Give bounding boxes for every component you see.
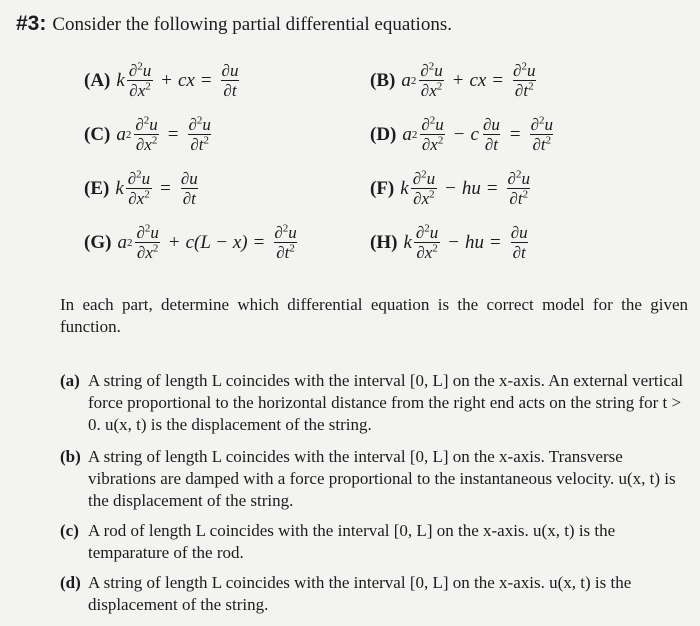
- part-label: (d): [60, 573, 81, 592]
- damping-coefficient: c: [470, 123, 479, 145]
- part-label: (b): [60, 447, 81, 466]
- equation-label: (H): [370, 231, 398, 253]
- part-c: [60, 520, 688, 564]
- equation-label: (A): [84, 69, 111, 91]
- second-derivative-x: $\frac{\partial^2u}{\partial x^2}$: [420, 60, 443, 100]
- second-derivative-x: $\frac{\partial^2u}{\partial x^2}$: [412, 168, 436, 208]
- equation-label: (G): [84, 231, 112, 253]
- second-derivative-t: $\frac{\partial^2u}{\partial t^2}$: [188, 114, 211, 154]
- equation-g: (G) a 2 $\frac{\partial^2u}{\partial x^2}$ + c(L − x) = $\frac{\partial^2u}{\partial t^2}$: [84, 222, 297, 262]
- forcing-term: c(L − x): [185, 231, 248, 253]
- coefficient: k: [116, 69, 125, 91]
- second-derivative-x: $\frac{\partial^2u}{\partial x^2}$: [421, 114, 444, 154]
- problem-number: #3:: [16, 12, 47, 35]
- equation-label: (C): [84, 123, 111, 145]
- first-derivative-t: $\frac{\partial u}{\partial t}$: [510, 223, 528, 262]
- linear-term: hu: [465, 231, 484, 253]
- second-derivative-x: $\frac{\partial^2u}{\partial x^2}$: [127, 168, 151, 208]
- operator: +: [161, 69, 172, 91]
- coefficient: k: [115, 177, 124, 199]
- part-a: [60, 370, 688, 436]
- part-text: A rod of length L coincides with the interval [0, L] on the x-axis. u(x, t) is the temparature of the rod.: [88, 521, 616, 562]
- coefficient: a: [117, 231, 127, 253]
- operator: =: [486, 177, 498, 199]
- coefficient: a: [402, 123, 412, 145]
- operator: −: [453, 123, 465, 145]
- part-d: [60, 572, 688, 616]
- second-derivative-x: $\frac{\partial^2u}{\partial x^2}$: [128, 60, 152, 100]
- equation-d: (D) a 2 $\frac{\partial^2u}{\partial x^2}$ − c $\frac{\partial u}{\partial t}$ = $\frac{\partial^2u}{\partial t^2}$: [370, 114, 553, 154]
- operator: =: [160, 177, 171, 199]
- coefficient: k: [400, 177, 409, 199]
- operator: =: [200, 69, 212, 91]
- second-derivative-t: $\frac{\partial^2u}{\partial t^2}$: [274, 222, 297, 262]
- equation-h: [370, 224, 532, 261]
- equation-b: (B) a 2 $\frac{\partial^2u}{\partial x^2}$ + cx = $\frac{\partial^2u}{\partial t^2}$: [370, 60, 536, 100]
- first-derivative-t: $\frac{\partial u}{\partial t}$: [221, 61, 239, 100]
- second-derivative-x: $\frac{\partial^2u}{\partial x^2}$: [415, 222, 439, 262]
- operator: −: [448, 231, 459, 253]
- equation-e: [84, 170, 202, 207]
- linear-term: cx: [177, 69, 195, 91]
- second-derivative-x: $\frac{\partial^2u}{\partial x^2}$: [136, 222, 159, 262]
- coefficient: k: [403, 231, 412, 253]
- operator: +: [452, 69, 464, 91]
- operator: =: [167, 123, 179, 145]
- second-derivative-t: $\frac{\partial^2u}{\partial t^2}$: [530, 114, 553, 154]
- linear-term: cx: [469, 69, 487, 91]
- operator: =: [509, 123, 521, 145]
- second-derivative-x: $\frac{\partial^2u}{\partial x^2}$: [135, 114, 158, 154]
- coefficient: a: [116, 123, 126, 145]
- part-label: (c): [60, 521, 79, 540]
- problem-header: [16, 12, 452, 36]
- equation-a: [84, 62, 242, 99]
- coefficient: a: [401, 69, 411, 91]
- operator: −: [445, 177, 456, 199]
- operator: =: [492, 69, 504, 91]
- second-derivative-t: $\frac{\partial^2u}{\partial t^2}$: [507, 168, 530, 208]
- linear-term: hu: [461, 177, 481, 199]
- equation-label: (D): [370, 123, 397, 145]
- part-b: [60, 446, 688, 512]
- operator: =: [490, 231, 501, 253]
- first-derivative-t: $\frac{\partial u}{\partial t}$: [180, 169, 198, 208]
- equation-label: (F): [370, 177, 395, 199]
- part-text: A string of length L coincides with the interval [0, L] on the x-axis. An external vertical force proportional to the horizontal distance from the right end acts on the string for t > 0. u(x, t) is the displacement of the string.: [88, 371, 684, 434]
- operator: =: [253, 231, 265, 253]
- operator: +: [168, 231, 180, 253]
- first-derivative-t: $\frac{\partial u}{\partial t}$: [482, 115, 500, 154]
- problem-statement: Consider the following partial differential equations.: [52, 14, 452, 35]
- second-derivative-t: $\frac{\partial^2u}{\partial t^2}$: [513, 60, 536, 100]
- part-text: A string of length L coincides with the interval [0, L] on the x-axis. Transverse vibrations are damped with a force proportional to the instantaneous velocity. u(x, t) is the displacement of the string.: [88, 447, 676, 510]
- equation-label: (B): [370, 69, 396, 91]
- instructions: In each part, determine which differential equation is the correct model for the given function.: [60, 295, 688, 336]
- part-text: A string of length L coincides with the interval [0, L] on the x-axis. u(x, t) is the displacement of the string.: [88, 573, 632, 614]
- part-label: (a): [60, 371, 80, 390]
- equation-c: (C) a 2 $\frac{\partial^2u}{\partial x^2}$ = $\frac{\partial^2u}{\partial t^2}$: [84, 114, 211, 154]
- equation-f: [370, 170, 534, 207]
- equation-label: (E): [84, 177, 110, 199]
